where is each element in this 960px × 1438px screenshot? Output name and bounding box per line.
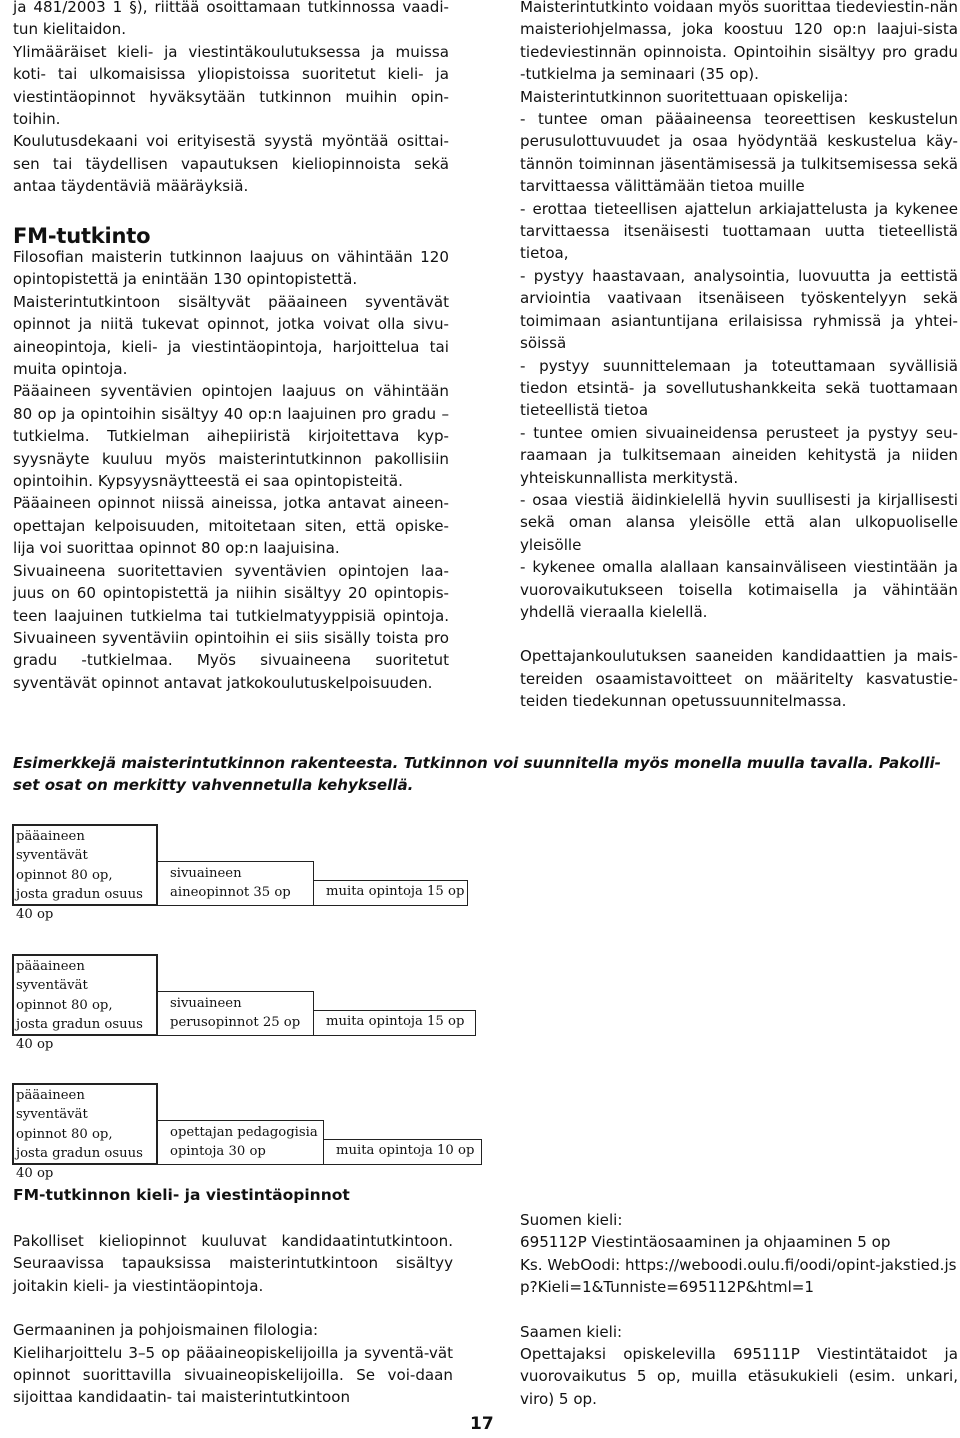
page-number: 17 — [470, 1414, 494, 1434]
paragraph: Opettajankoulutuksen saaneiden kandidaattien ja mais-tereiden osaamistavoitteet on määritelty kasvatustie-teiden tiedekunnan opetussuunnitelmassa. — [520, 647, 958, 711]
bullet-item: - erottaa tieteellisen ajattelun arkiajattelusta ja kykenee tarvittaessa itsenäisesti tuottamaan uutta tieteellistä tietoa, — [520, 199, 958, 263]
paragraph: Opettajaksi opiskelevilla 695111P Viestintätaidot ja vuorovaikutus 5 op, muilla etäsukukieli (esim. unkari, viro) 5 op. — [520, 1345, 958, 1408]
paragraph: Ylimääräiset kieli- ja viestintäkoulutuksessa ja muissa koti- tai ulkomaisissa yliopistoissa suoritetut kieli- ja viestintäopinnot hyväksytään tutkinnon muihin opin-toihin. — [13, 42, 449, 129]
structure-diagram — [12, 1083, 475, 1181]
structure-diagram — [12, 954, 472, 1052]
minor-box: sivuaineen aineopinnot 35 op — [158, 861, 314, 906]
paragraph: Koulutusdekaani voi erityisestä syystä myöntää osittai-sen tai täydellisen vapautuksen kieliopinnoista sekä antaa täydentäviä määräyksiä. — [13, 132, 449, 196]
paragraph: Germaaninen ja pohjoismainen filologia: — [13, 1321, 319, 1340]
language-left-column — [13, 1230, 453, 1409]
other-studies-box: muita opintoja 15 op — [314, 880, 468, 906]
paragraph: Pääaineen opinnot niissä aineissa, jotka antavat aineen-opettajan kelpoisuuden, mitoitetaan siten, että opiske-lija voi suorittaa opinnot 80 op:n laajuisina. — [13, 494, 449, 558]
mandatory-box: pääaineen syventävät opinnot 80 op, josta gradun osuus 40 op — [12, 1083, 158, 1165]
bullet-item: - tuntee oman pääaineensa teoreettisen keskustelun perusulottuvuudet ja osaa hyödyntää keskustelua käy-tännön toiminnan jäsentämisessä ja tulkitsemisessa sekä tarvittaessa välittämään tietoa muille — [520, 110, 958, 196]
paragraph: Maisterintutkinto voidaan myös suorittaa tiedeviestin-nän maisteriohjelmassa, joka koostuu 120 op:n laajui-sista tiedeviestinnän opinnoista. Opintoihin sisältyy pro gradu -tutkielma ja seminaari (35 op). — [520, 0, 958, 84]
paragraph: Maisterintutkinnon suoritettuaan opiskelija: — [520, 87, 849, 106]
minor-box: sivuaineen perusopinnot 25 op — [158, 991, 314, 1036]
other-studies-box: muita opintoja 10 op — [324, 1139, 482, 1165]
mandatory-box: pääaineen syventävät opinnot 80 op, josta gradun osuus 40 op — [12, 954, 158, 1036]
paragraph: ja 481/2003 1 §), riittää osoittamaan tutkinnossa vaadi-tun kielitaidon. — [13, 0, 449, 39]
paragraph: Suomen kieli: — [520, 1211, 623, 1229]
right-column — [520, 0, 958, 713]
examples-heading: Esimerkkejä maisterintutkinnon rakenteesta. Tutkinnon voi suunnitella myös monella muulla tavalla. Pakolli-set osat on merkitty vahvennetulla kehyksellä. — [13, 754, 941, 795]
structure-diagram — [12, 824, 472, 922]
paragraph: Saamen kieli: — [520, 1322, 623, 1341]
pedagogy-box: opettajan pedagogisia opintoja 30 op — [158, 1120, 324, 1165]
paragraph: Maisterintutkintoon sisältyvät pääaineen syventävät opinnot ja niitä tukevat opinnot, jotka voivat olla sivu-aineopintoja, kieli- ja viestintäopintoja, harjoittelua tai muita opintoja. — [13, 292, 449, 379]
bullet-item: - kykenee omalla alallaan kansainväliseen viestintään ja vuorovaikutukseen toisella kotimaisella ja vähintään yhdellä vieraalla kielellä. — [520, 558, 958, 621]
paragraph: Ks. WebOodi: https://weboodi.oulu.fi/oodi/opint-jakstied.jsp?Kieli=1&Tunniste=695112P&html=1 — [520, 1255, 957, 1297]
bullet-item: - osaa viestiä äidinkielellä hyvin suullisesti ja kirjallisesti sekä oman alansa yleisölle että alan ulkopuoliselle yleisölle — [520, 490, 958, 554]
language-section-heading: FM-tutkinnon kieli- ja viestintäopinnot — [13, 1186, 350, 1204]
section-heading: FM-tutkinto — [13, 224, 151, 248]
bullet-item: - pystyy suunnittelemaan ja toteuttamaan syvällisiä tiedon etsintä- ja sovellutushankkeita sekä tuottamaan tieteellistä tietoa — [520, 356, 958, 420]
bullet-item: - pystyy haastavaan, analysointia, luovuutta ja eettistä arviointia vaativaan itsenäiseen työskentelyyn sekä toimimaan asiantuntijana erilaisissa ryhmissä ja yhtei-söissä — [520, 266, 958, 353]
left-column-continued — [13, 246, 449, 694]
left-column — [13, 0, 449, 198]
paragraph: Pakolliset kieliopinnot kuuluvat kandidaatintutkintoon. Seuraavissa tapauksissa maisterintutkintoon sisältyy joitakin kieli- ja viestintäopintoja. — [13, 1232, 453, 1295]
other-studies-box: muita opintoja 15 op — [314, 1010, 476, 1036]
bullet-item: - tuntee omien sivuaineidensa perusteet ja pystyy seu-raamaan ja tulkitsemaan aineiden kehitystä ja niiden yhteiskunnallista merkitystä. — [520, 423, 958, 487]
paragraph: Kieliharjoittelu 3–5 op pääaineopiskelijoilla ja syventä-vät opinnot suorittavilla sivuaineopiskelijoilla. Se voi-daan sijoittaa kandidaatin- tai maisterintutkintoon — [13, 1343, 453, 1407]
language-right-column — [520, 1209, 958, 1410]
mandatory-box: pääaineen syventävät opinnot 80 op, josta gradun osuus 40 op — [12, 824, 158, 906]
paragraph: Pääaineen syventävien opintojen laajuus on vähintään 80 op ja opintoihin sisältyy 40 op:n laajuinen pro gradu –tutkielma. Tutkielman aihepiiristä kirjoitettava kyp-syysnäyte kuuluu myös maisterintutkinnon pakollisiin opintoihin. Kypsyysnäytteestä ei saa opintopisteitä. — [13, 382, 449, 491]
paragraph: Sivuaineena suoritettavien syventävien opintojen laa-juus on 60 opintopistettä ja niihin sisältyy 20 opintopis-teen laajuinen tutkielma tai tutkielmatyyppisiä opintoja. Sivuaineen syventäviin opintoihin ei siis sisälly toista pro gradu -tutkielmaa. Myös sivuaineena suoritetut syventävät opinnot antavat jatkokoulutuskelpoisuuden. — [13, 561, 449, 692]
paragraph: 695112P Viestintäosaaminen ja ohjaaminen 5 op — [520, 1233, 891, 1252]
paragraph: Filosofian maisterin tutkinnon laajuus on vähintään 120 opintopistettä ja enintään 130 opintopistettä. — [13, 248, 449, 289]
